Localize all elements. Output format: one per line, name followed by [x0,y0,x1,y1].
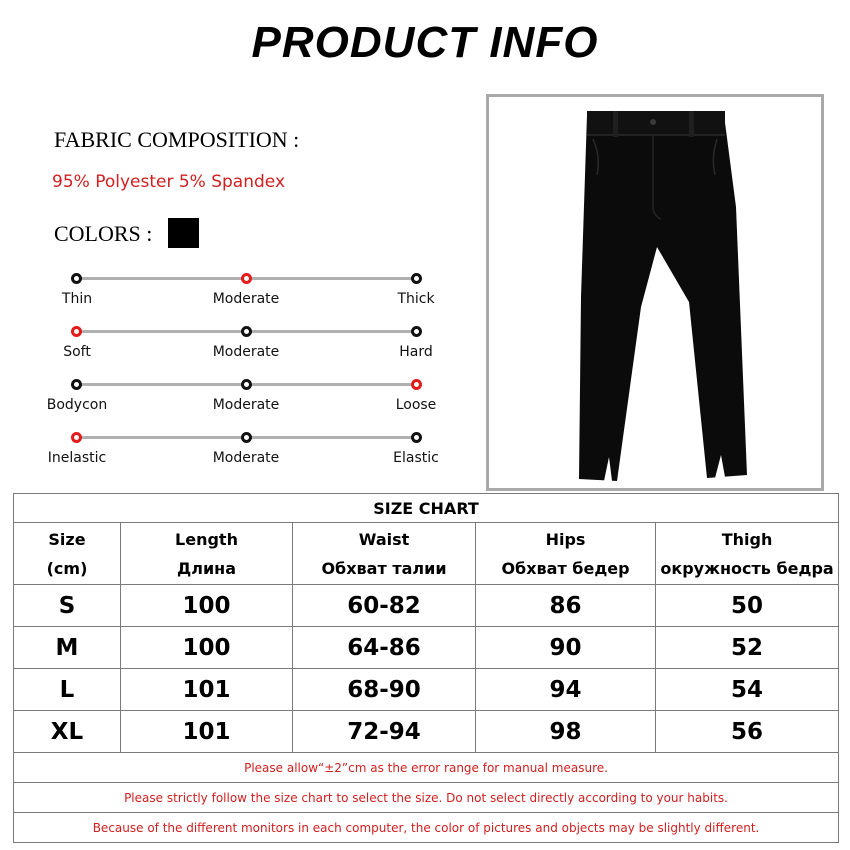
fabric-composition-value: 95% Polyester 5% Spandex [52,172,286,192]
size-chart-title: SIZE CHART [14,494,839,523]
scale-label-right: Loose [395,397,437,413]
note-error-range: Please allow“±2”cm as the error range for manual measure. [14,753,839,783]
scale-dot-middle [241,379,252,390]
fit-scale [0,383,480,423]
product-photo [486,94,824,491]
cell-thigh: 52 [656,627,839,669]
cell-waist: 64-86 [293,627,476,669]
header-hips: Hips Обхват бедер [476,523,656,585]
thickness-scale [0,277,480,317]
cell-thigh: 54 [656,669,839,711]
cell-hips: 94 [476,669,656,711]
softness-scale [0,330,480,370]
note-follow-size-chart: Please strictly follow the size chart to select the size. Do not select directly according to your habits. [14,783,839,813]
cell-length: 101 [121,669,293,711]
elasticity-scale [0,436,480,476]
scale-label-right: Elastic [393,450,439,466]
scale-label-left: Thin [61,291,93,307]
header-size: Size (cm) [14,523,121,585]
cell-length: 100 [121,627,293,669]
color-swatch-black [168,218,199,248]
size-chart-table [13,493,839,843]
scale-dot-left [71,273,82,284]
scale-label-middle: Moderate [212,344,280,360]
cell-thigh: 50 [656,585,839,627]
table-row [14,627,839,669]
cell-length: 101 [121,711,293,753]
cell-size: S [14,585,121,627]
scale-label-middle: Moderate [212,450,280,466]
table-row [14,711,839,753]
colors-label: COLORS : [54,221,153,246]
cell-thigh: 56 [656,711,839,753]
scale-dot-right [411,273,422,284]
table-row [14,669,839,711]
cell-waist: 72-94 [293,711,476,753]
header-waist: Waist Обхват талии [293,523,476,585]
scale-label-right: Hard [399,344,433,360]
cell-hips: 90 [476,627,656,669]
scale-dot-middle [241,326,252,337]
scale-dot-middle [241,273,252,284]
fabric-composition-label: FABRIC COMPOSITION : [54,127,300,152]
table-row [14,585,839,627]
scale-label-left: Bodycon [46,397,108,413]
pants-image [489,97,821,488]
header-length: Length Длина [121,523,293,585]
scale-dot-left [71,326,82,337]
note-color-difference: Because of the different monitors in each computer, the color of pictures and objects may be slightly different. [14,813,839,843]
scale-dot-right [411,379,422,390]
scale-label-right: Thick [397,291,435,307]
scale-label-left: Soft [63,344,91,360]
scale-label-left: Inelastic [47,450,107,466]
cell-waist: 68-90 [293,669,476,711]
scale-label-middle: Moderate [212,397,280,413]
header-thigh: Thigh окружность бедра [656,523,839,585]
cell-size: M [14,627,121,669]
cell-hips: 98 [476,711,656,753]
scale-dot-left [71,432,82,443]
scale-dot-left [71,379,82,390]
cell-size: XL [14,711,121,753]
cell-length: 100 [121,585,293,627]
cell-size: L [14,669,121,711]
page-title: PRODUCT INFO [251,18,599,67]
scale-dot-right [411,432,422,443]
scale-label-middle: Moderate [212,291,280,307]
cell-waist: 60-82 [293,585,476,627]
cell-hips: 86 [476,585,656,627]
scale-dot-middle [241,432,252,443]
scale-dot-right [411,326,422,337]
size-chart-header-row [14,523,839,585]
